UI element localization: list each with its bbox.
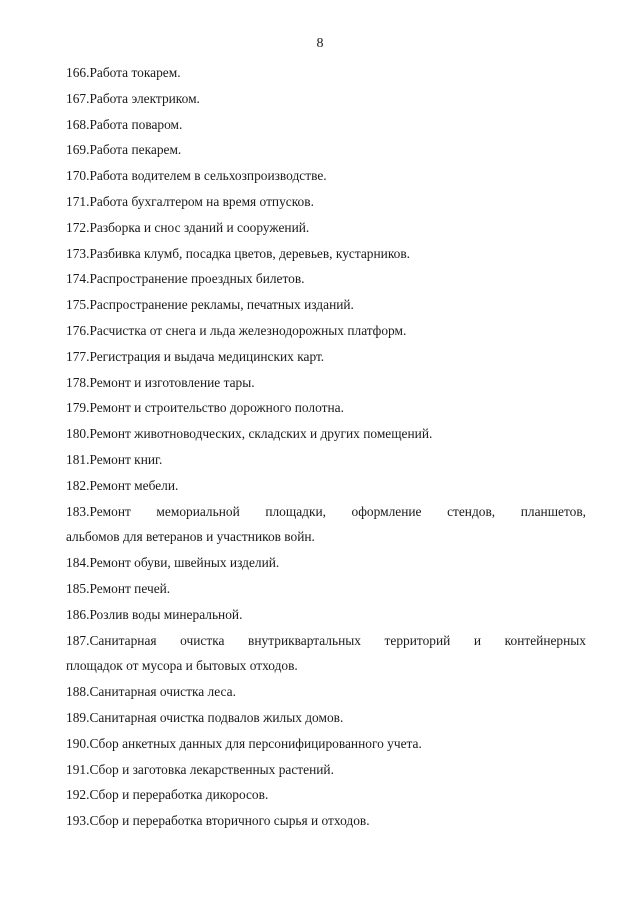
item-number: 169.	[66, 142, 90, 158]
list-item	[66, 112, 586, 138]
item-number: 166.	[66, 65, 90, 80]
list-item	[66, 137, 586, 163]
item-text: Ремонт животноводческих, складских и других помещений.	[89, 426, 433, 442]
item-text: Работа пекарем.	[89, 142, 182, 158]
item-number: 181.	[66, 451, 90, 467]
list-item	[66, 292, 586, 318]
item-text: Работа электриком.	[89, 90, 200, 106]
item-text: Ремонт и изготовление тары.	[89, 374, 255, 390]
item-number: 167.	[66, 90, 90, 106]
list-item	[66, 576, 586, 602]
list-item	[66, 499, 586, 551]
item-number: 177.	[66, 348, 90, 364]
item-number: 191.	[66, 761, 90, 777]
list-item	[66, 473, 586, 499]
item-number: 180.	[66, 426, 90, 442]
page-number: 8	[316, 36, 324, 51]
list-item	[66, 782, 586, 808]
list-item	[66, 370, 586, 396]
list-item	[66, 241, 586, 267]
list-item	[66, 705, 586, 731]
item-text: Санитарная очистка леса.	[89, 684, 236, 700]
item-number: 190.	[66, 735, 90, 751]
item-number: 186.	[66, 606, 90, 622]
list-item	[66, 602, 586, 628]
list-item	[66, 447, 586, 473]
item-number: 176.	[66, 322, 90, 338]
item-number: 172.	[66, 219, 90, 235]
item-text: Ремонт книг.	[89, 451, 163, 467]
list-item	[66, 344, 586, 370]
list-item	[66, 731, 586, 757]
item-text: Распространение рекламы, печатных изданий.	[89, 297, 354, 313]
item-text: Санитарная очистка внутриквартальных территорий и контейнерных	[89, 632, 586, 648]
item-text: Сбор анкетных данных для персонифицированного учета.	[89, 735, 422, 751]
item-text: Санитарная очистка подвалов жилых домов.	[89, 709, 344, 725]
item-text: Работа водителем в сельхозпроизводстве.	[89, 168, 327, 184]
item-number: 170.	[66, 168, 90, 184]
list-item	[66, 395, 586, 421]
list-item	[66, 550, 586, 576]
item-number: 187.	[66, 632, 90, 648]
item-number: 179.	[66, 400, 90, 416]
item-number: 174.	[66, 271, 90, 287]
list-item	[66, 757, 586, 783]
item-text: Ремонт мемориальной площадки, оформление стендов, планшетов,	[89, 503, 586, 519]
item-text: Сбор и заготовка лекарственных растений.	[89, 761, 334, 777]
item-text: Ремонт и строительство дорожного полотна.	[89, 400, 344, 416]
item-text: Сбор и переработка дикоросов.	[89, 787, 269, 803]
item-text: Работа токарем.	[89, 65, 181, 80]
item-number: 175.	[66, 297, 90, 313]
item-number: 168.	[66, 116, 90, 132]
item-number: 173.	[66, 245, 90, 261]
item-text: Расчистка от снега и льда железнодорожных платформ.	[89, 322, 407, 338]
list-item	[66, 189, 586, 215]
list-item	[66, 215, 586, 241]
item-text: Распространение проездных билетов.	[89, 271, 305, 287]
item-number: 171.	[66, 193, 90, 209]
item-text: Разборка и снос зданий и сооружений.	[89, 219, 310, 235]
item-text: Ремонт обуви, швейных изделий.	[89, 555, 280, 571]
work-list	[66, 60, 586, 834]
item-text: Регистрация и выдача медицинских карт.	[89, 348, 325, 364]
item-number: 193.	[66, 813, 90, 829]
item-number: 183.	[66, 503, 90, 519]
list-item	[66, 163, 586, 189]
item-text: Ремонт мебели.	[89, 477, 179, 493]
item-text: Разбивка клумб, посадка цветов, деревьев, кустарников.	[89, 245, 411, 261]
list-item	[66, 679, 586, 705]
list-item	[66, 421, 586, 447]
item-text: Ремонт печей.	[89, 580, 171, 596]
item-text: Работа поваром.	[89, 116, 183, 132]
item-number: 178.	[66, 374, 90, 390]
list-item	[66, 808, 586, 834]
item-number: 192.	[66, 787, 90, 803]
item-text: Работа бухгалтером на время отпусков.	[89, 193, 314, 209]
item-number: 182.	[66, 477, 90, 493]
list-item	[66, 266, 586, 292]
list-item	[66, 318, 586, 344]
item-number: 184.	[66, 555, 90, 571]
item-text-continuation: площадок от мусора и бытовых отходов.	[66, 658, 298, 674]
list-item	[66, 60, 586, 86]
item-number: 185.	[66, 580, 90, 596]
item-text: Розлив воды минеральной.	[89, 606, 243, 622]
list-item	[66, 86, 586, 112]
item-text-continuation: альбомов для ветеранов и участников войн.	[66, 529, 315, 545]
item-number: 189.	[66, 709, 90, 725]
item-number: 188.	[66, 684, 90, 700]
list-item	[66, 628, 586, 680]
item-text: Сбор и переработка вторичного сырья и отходов.	[89, 813, 370, 829]
